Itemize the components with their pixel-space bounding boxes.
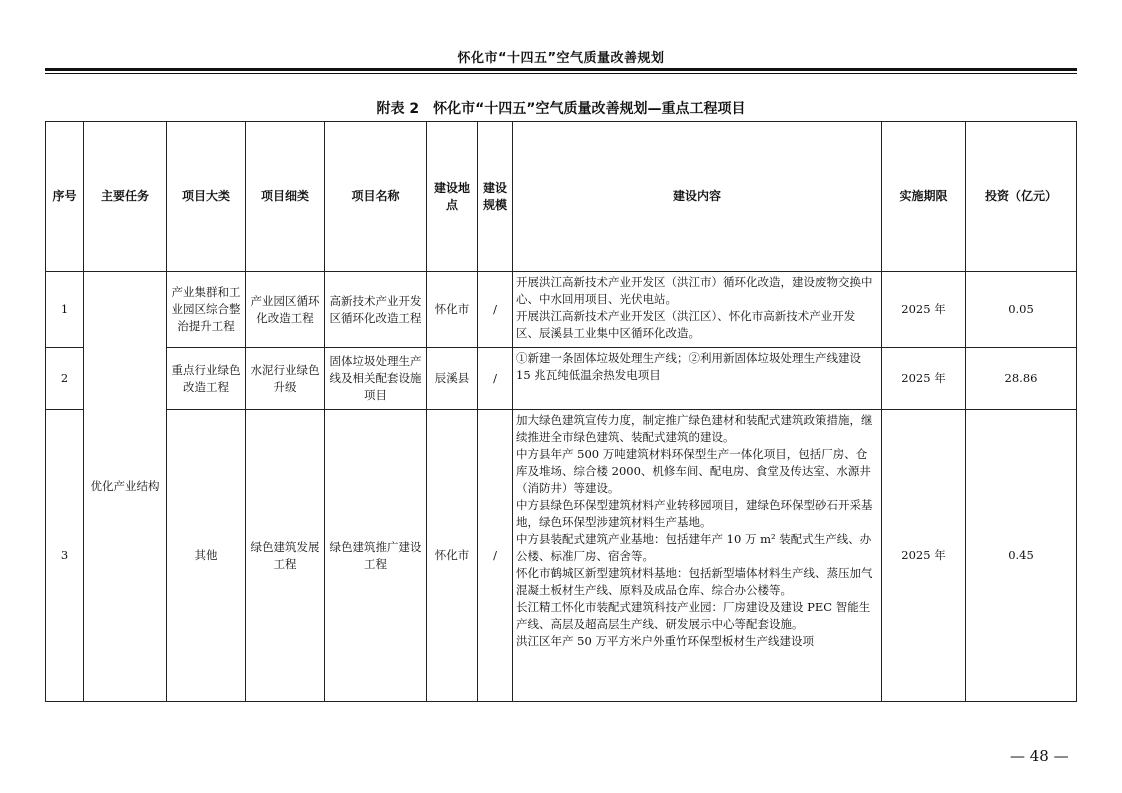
cell-content [513, 410, 882, 702]
col-header-subcategory: 项目细类 [246, 122, 325, 272]
page-number: — 48 — [1010, 747, 1069, 765]
cell-investment: 0.45 [966, 410, 1077, 702]
cell-period: 2025 年 [882, 272, 966, 348]
col-header-scale: 建设规模 [478, 122, 513, 272]
content-line: 洪江区年产 50 万平方米户外重竹环保型板材生产线建设项 [516, 634, 814, 648]
cell-name: 固体垃圾处理生产线及相关配套设施项目 [325, 348, 427, 410]
col-header-name: 项目名称 [325, 122, 427, 272]
cell-subcategory: 产业园区循环化改造工程 [246, 272, 325, 348]
cell-investment: 28.86 [966, 348, 1077, 410]
cell-name: 高新技术产业开发区循环化改造工程 [325, 272, 427, 348]
table-row [46, 348, 1077, 410]
table-title: 附表 2 怀化市“十四五”空气质量改善规划—重点工程项目 [376, 101, 746, 117]
cell-scale: / [478, 272, 513, 348]
cell-name: 绿色建筑推广建设工程 [325, 410, 427, 702]
content-line: 开展洪江高新技术产业开发区（洪江区）、怀化市高新技术产业开发区、辰溪县工业集中区循环化改造。 [516, 309, 856, 340]
running-header-title: 怀化市“十四五”空气质量改善规划 [457, 51, 665, 66]
col-header-investment: 投资（亿元） [966, 122, 1077, 272]
content-line: 中方县绿色环保型建筑材料产业转移园项目，建绿色环保型砂石开采基地，绿色环保型涉建筑材料生产基地。 [516, 498, 873, 529]
header-rule-thin [45, 73, 1077, 74]
table-row [46, 272, 1077, 348]
cell-no: 3 [46, 410, 84, 702]
content-line: 怀化市鹤城区新型建筑材料基地：包括新型墙体材料生产线、蒸压加气混凝土板材生产线、原料及成品仓库、综合办公楼等。 [516, 566, 873, 597]
content-line: ①新建一条固体垃圾处理生产线；②利用新固体垃圾处理生产线建设 15 兆瓦纯低温余热发电项目 [516, 351, 861, 382]
cell-scale: / [478, 410, 513, 702]
header-rule-thick [45, 68, 1077, 71]
cell-scale: / [478, 348, 513, 410]
table-row [46, 410, 1077, 702]
cell-period: 2025 年 [882, 348, 966, 410]
cell-no: 1 [46, 272, 84, 348]
cell-location: 辰溪县 [427, 348, 478, 410]
col-header-location: 建设地点 [427, 122, 478, 272]
col-header-no: 序号 [46, 122, 84, 272]
cell-location: 怀化市 [427, 272, 478, 348]
cell-category: 其他 [167, 410, 246, 702]
col-header-category: 项目大类 [167, 122, 246, 272]
cell-main-task: 优化产业结构 [84, 272, 167, 702]
cell-category: 重点行业绿色改造工程 [167, 348, 246, 410]
cell-subcategory: 绿色建筑发展工程 [246, 410, 325, 702]
cell-location: 怀化市 [427, 410, 478, 702]
content-line: 中方县装配式建筑产业基地：包括建年产 10 万 m² 装配式生产线、办公楼、标准厂房、宿舍等。 [516, 532, 872, 563]
content-line: 加大绿色建筑宣传力度，制定推广绿色建材和装配式建筑政策措施，继续推进全市绿色建筑、装配式建筑的建设。 [516, 413, 873, 444]
cell-category: 产业集群和工业园区综合整治提升工程 [167, 272, 246, 348]
content-line: 中方县年产 500 万吨建筑材料环保型生产一体化项目，包括厂房、仓库及堆场、综合楼 2000、机修车间、配电房、食堂及传达室、水源井（消防井）等建设。 [516, 447, 871, 495]
content-line: 开展洪江高新技术产业开发区（洪江市）循环化改造，建设废物交换中心、中水回用项目、光伏电站。 [516, 275, 873, 306]
cell-no: 2 [46, 348, 84, 410]
col-header-period: 实施期限 [882, 122, 966, 272]
cell-content [513, 348, 882, 410]
cell-investment: 0.05 [966, 272, 1077, 348]
col-header-main-task: 主要任务 [84, 122, 167, 272]
content-line: 长江精工怀化市装配式建筑科技产业园：厂房建设及建设 PEC 智能生产线、高层及超高层生产线、研发展示中心等配套设施。 [516, 600, 871, 631]
cell-content [513, 272, 882, 348]
cell-period: 2025 年 [882, 410, 966, 702]
key-projects-table [45, 121, 1077, 702]
col-header-content: 建设内容 [513, 122, 882, 272]
cell-subcategory: 水泥行业绿色升级 [246, 348, 325, 410]
table-header-row [46, 122, 1077, 272]
